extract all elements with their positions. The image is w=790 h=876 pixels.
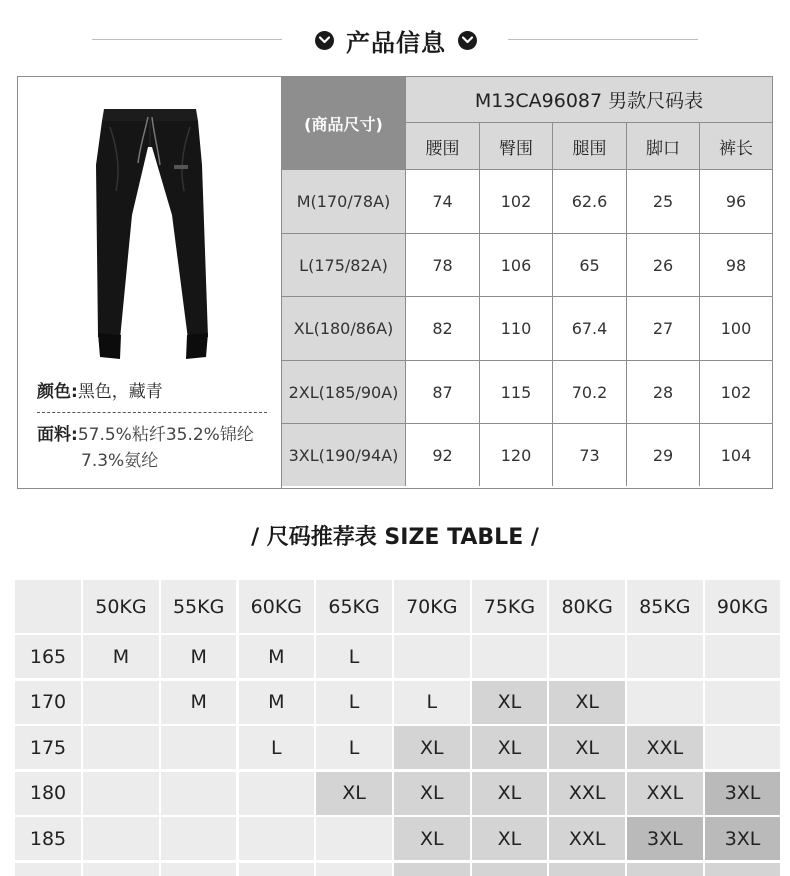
size-recommend-cell xyxy=(83,726,159,769)
size-recommend-cell: M xyxy=(161,635,237,678)
size-chart xyxy=(282,77,772,488)
size-recommend-cell xyxy=(83,681,159,724)
size-chart-cell: 110 xyxy=(479,296,552,360)
chevron-down-icon xyxy=(458,31,477,50)
size-recommend-cell: 3XL xyxy=(705,817,781,860)
dashed-divider xyxy=(37,412,267,413)
size-chart-cell: 106 xyxy=(479,233,552,296)
size-chart-row-label: 3XL(190/94A) xyxy=(282,423,405,486)
size-chart-row-label: 2XL(185/90A) xyxy=(282,360,405,423)
size-recommend-cell: XXL xyxy=(627,726,703,769)
size-recommend-cell-partial xyxy=(15,863,81,876)
fabric-label: 面料: xyxy=(37,425,78,445)
size-recommend-cell-partial xyxy=(239,863,315,876)
size-chart-cell: 74 xyxy=(405,169,479,233)
size-recommend-cell: XXL xyxy=(549,817,625,860)
size-recommend-grid xyxy=(15,580,775,876)
size-recommend-cell xyxy=(627,681,703,724)
size-recommend-cell: 3XL xyxy=(705,772,781,815)
size-chart-cell: 78 xyxy=(405,233,479,296)
size-chart-cell: 102 xyxy=(479,169,552,233)
size-recommend-cell-partial xyxy=(83,863,159,876)
size-recommend-cell xyxy=(472,635,548,678)
size-recommend-cell-partial xyxy=(705,863,781,876)
size-recommend-cell: XL xyxy=(472,772,548,815)
size-recommend-cell-partial xyxy=(627,863,703,876)
size-recommend-cell xyxy=(705,635,781,678)
height-label: 180 xyxy=(15,772,81,815)
size-chart-col-header: 裤长 xyxy=(699,123,772,169)
size-recommend-cell: XL xyxy=(472,681,548,724)
size-recommend-cell: XL xyxy=(549,726,625,769)
size-recommend-cell xyxy=(316,817,392,860)
color-info xyxy=(37,377,163,402)
size-recommend-cell-partial xyxy=(394,863,470,876)
size-recommend-cell: XL xyxy=(316,772,392,815)
header-divider-right xyxy=(508,39,698,40)
size-chart-col-header: 脚口 xyxy=(626,123,699,169)
size-chart-col-header: 腿围 xyxy=(552,123,626,169)
size-recommend-cell xyxy=(549,635,625,678)
size-chart-cell: 82 xyxy=(405,296,479,360)
chevron-down-icon xyxy=(315,31,334,50)
size-recommend-cell: XXL xyxy=(549,772,625,815)
height-label: 170 xyxy=(15,681,81,724)
size-recommend-cell: XL xyxy=(472,817,548,860)
pants-image xyxy=(90,105,210,365)
size-recommend-cell xyxy=(705,726,781,769)
size-recommend-cell: L xyxy=(316,681,392,724)
section-header xyxy=(0,18,790,62)
size-chart-cell: 67.4 xyxy=(552,296,626,360)
height-label: 165 xyxy=(15,635,81,678)
size-chart-cell: 98 xyxy=(699,233,772,296)
size-chart-cell: 120 xyxy=(479,423,552,486)
size-recommend-cell: M xyxy=(83,635,159,678)
size-chart-cell: 87 xyxy=(405,360,479,423)
size-chart-cell: 28 xyxy=(626,360,699,423)
size-recommend-cell xyxy=(239,772,315,815)
color-value: 黑色，藏青 xyxy=(77,382,163,402)
size-chart-col-header: 腰围 xyxy=(405,123,479,169)
size-chart-cell: 27 xyxy=(626,296,699,360)
size-chart-cell: 73 xyxy=(552,423,626,486)
size-chart-row-label: M(170/78A) xyxy=(282,169,405,233)
header-title-group xyxy=(310,22,482,58)
size-chart-cell: 104 xyxy=(699,423,772,486)
size-recommend-cell: L xyxy=(239,726,315,769)
size-chart-cell: 29 xyxy=(626,423,699,486)
header-divider-left xyxy=(92,39,282,40)
size-recommend-cell-partial xyxy=(161,863,237,876)
weight-header: 85KG xyxy=(627,580,703,633)
size-chart-cell: 96 xyxy=(699,169,772,233)
size-recommend-cell xyxy=(705,681,781,724)
size-recommend-cell-partial xyxy=(472,863,548,876)
size-chart-col-header: 臀围 xyxy=(479,123,552,169)
weight-header: 60KG xyxy=(239,580,315,633)
size-recommend-cell xyxy=(239,817,315,860)
size-recommend-cell xyxy=(627,635,703,678)
fabric-info xyxy=(37,422,254,474)
size-recommend-title: / 尺码推荐表 SIZE TABLE / xyxy=(251,525,539,550)
size-chart-cell: 62.6 xyxy=(552,169,626,233)
height-label: 175 xyxy=(15,726,81,769)
size-recommend-cell-partial xyxy=(316,863,392,876)
size-chart-corner-header: (商品尺寸) xyxy=(282,77,405,169)
size-recommend-cell: 3XL xyxy=(627,817,703,860)
size-chart-cell: 25 xyxy=(626,169,699,233)
size-chart-cell: 26 xyxy=(626,233,699,296)
fabric-value-line2: 7.3%氨纶 xyxy=(81,451,159,471)
size-recommend-cell xyxy=(161,817,237,860)
size-chart-row-label: XL(180/86A) xyxy=(282,296,405,360)
size-recommend-corner xyxy=(15,580,81,633)
size-chart-cell: 92 xyxy=(405,423,479,486)
size-recommend-cell: M xyxy=(239,681,315,724)
size-chart-cell: 100 xyxy=(699,296,772,360)
size-recommend-cell: XL xyxy=(394,817,470,860)
height-label: 185 xyxy=(15,817,81,860)
weight-header: 90KG xyxy=(705,580,781,633)
size-chart-model-title: M13CA96087 男款尺码表 xyxy=(405,77,772,123)
product-photo-panel xyxy=(18,77,282,488)
size-recommend-cell: M xyxy=(161,681,237,724)
size-chart-cell: 70.2 xyxy=(552,360,626,423)
size-recommend-cell xyxy=(83,772,159,815)
size-recommend-cell: L xyxy=(316,635,392,678)
weight-header: 55KG xyxy=(161,580,237,633)
size-chart-row-label: L(175/82A) xyxy=(282,233,405,296)
weight-header: 75KG xyxy=(472,580,548,633)
size-recommend-cell: XL xyxy=(394,726,470,769)
size-recommend-cell xyxy=(161,772,237,815)
size-recommend-cell: XXL xyxy=(627,772,703,815)
weight-header: 80KG xyxy=(549,580,625,633)
size-chart-cell: 65 xyxy=(552,233,626,296)
size-recommend-cell: XL xyxy=(472,726,548,769)
section-title: 产品信息 xyxy=(346,28,446,57)
size-recommend-cell xyxy=(83,817,159,860)
product-info-table xyxy=(17,76,773,489)
size-recommend-cell: XL xyxy=(549,681,625,724)
size-chart-cell: 102 xyxy=(699,360,772,423)
size-recommend-cell-partial xyxy=(549,863,625,876)
weight-header: 50KG xyxy=(83,580,159,633)
size-recommend-cell: XL xyxy=(394,772,470,815)
weight-header: 70KG xyxy=(394,580,470,633)
size-recommend-cell: M xyxy=(239,635,315,678)
size-recommend-cell: L xyxy=(394,681,470,724)
size-recommend-cell: L xyxy=(316,726,392,769)
size-chart-cell: 115 xyxy=(479,360,552,423)
fabric-value-line1: 57.5%粘纤35.2%锦纶 xyxy=(77,425,254,445)
size-recommend-cell xyxy=(394,635,470,678)
color-label: 颜色: xyxy=(37,382,78,402)
size-recommend-cell xyxy=(161,726,237,769)
weight-header: 65KG xyxy=(316,580,392,633)
